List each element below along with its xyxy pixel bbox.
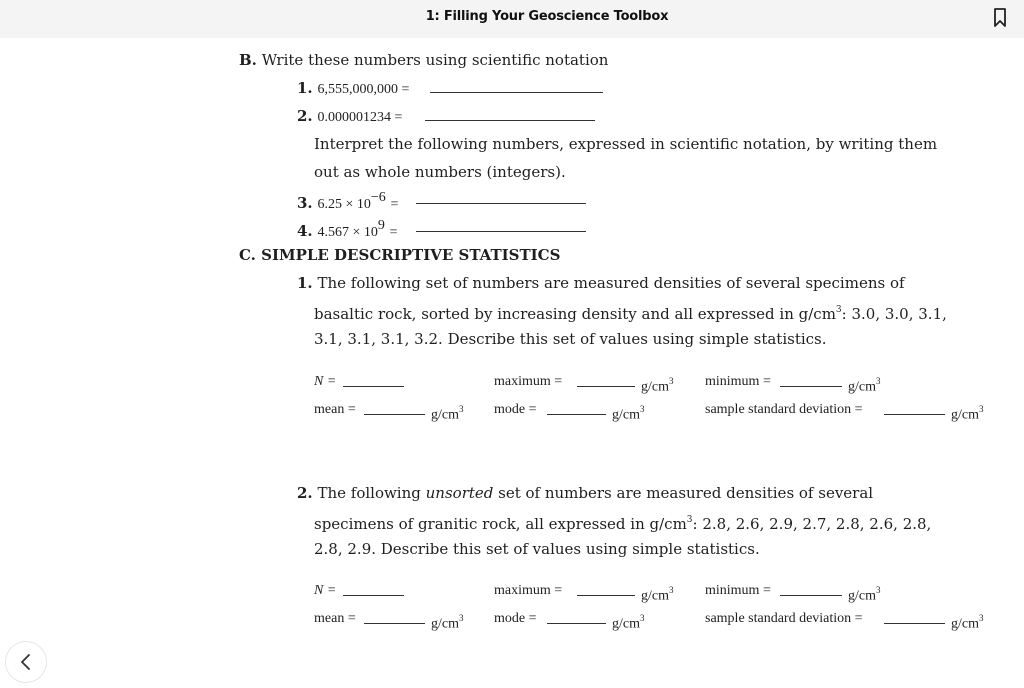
unit-label: $g/cm^3$ — [431, 404, 464, 423]
answer-line[interactable] — [430, 79, 603, 97]
answer-line[interactable] — [343, 582, 404, 600]
answer-line[interactable] — [416, 190, 586, 208]
stat-n: N = — [314, 583, 337, 598]
unit-label: $g/cm^3$ — [641, 585, 674, 604]
stat-n: N = — [314, 374, 337, 389]
answer-line[interactable] — [577, 582, 635, 600]
answer-line[interactable] — [343, 373, 404, 391]
answer-line[interactable] — [884, 610, 945, 628]
answer-line[interactable] — [577, 373, 635, 391]
section-b-item-1: 1. 6,555,000,000 = — [297, 79, 410, 97]
unit-label: $g/cm^3$ — [951, 613, 984, 632]
stat-mean: mean = — [314, 611, 356, 626]
unit-label: $g/cm^3$ — [848, 585, 881, 604]
answer-line[interactable] — [547, 401, 606, 419]
answer-line[interactable] — [425, 107, 595, 125]
answer-line[interactable] — [884, 401, 945, 419]
page-title: 1: Filling Your Geoscience Toolbox — [425, 9, 669, 24]
answer-line[interactable] — [364, 401, 425, 419]
stat-mode: mode = — [494, 611, 537, 626]
answer-line[interactable] — [780, 582, 842, 600]
unit-label: $g/cm^3$ — [951, 404, 984, 423]
stat-minimum: minimum = — [705, 583, 771, 598]
q2-line-3: 2.8, 2.9. Describe this set of values using simple statistics. — [314, 540, 760, 558]
chevron-left-icon — [18, 653, 34, 671]
unit-label: $g/cm^3$ — [641, 376, 674, 395]
section-c-heading: C. SIMPLE DESCRIPTIVE STATISTICS — [239, 246, 561, 264]
stat-mean: mean = — [314, 402, 356, 417]
section-b-item-2: 2. 0.000001234 = — [297, 107, 403, 125]
answer-line[interactable] — [364, 610, 425, 628]
interpret-text-2: out as whole numbers (integers). — [314, 163, 566, 181]
stat-mode: mode = — [494, 402, 537, 417]
top-bar — [0, 0, 1024, 38]
q1-line-2: basaltic rock, sorted by increasing density and all expressed in $g/cm^3$: 3.0, 3.0, 3.1, — [314, 305, 947, 323]
bookmark-icon[interactable] — [990, 6, 1010, 30]
section-b-item-3: 3. $6.25 \times 10^{-6}$ = — [297, 190, 399, 212]
answer-line[interactable] — [416, 218, 586, 236]
unit-label: $g/cm^3$ — [431, 613, 464, 632]
unit-label: $g/cm^3$ — [612, 613, 645, 632]
unit-label: $g/cm^3$ — [612, 404, 645, 423]
answer-line[interactable] — [547, 610, 606, 628]
stat-maximum: maximum = — [494, 374, 563, 389]
stat-maximum: maximum = — [494, 583, 563, 598]
section-b-item-4: 4. $4.567 \times 10^9$ = — [297, 218, 398, 240]
q1-line-3: 3.1, 3.1, 3.1, 3.2. Describe this set of values using simple statistics. — [314, 330, 827, 348]
q1-line-1: 1. The following set of numbers are measured densities of several specimens of — [297, 274, 905, 292]
answer-line[interactable] — [780, 373, 842, 391]
back-button[interactable] — [5, 641, 47, 683]
stat-sample-std-dev: sample standard deviation = — [705, 402, 863, 417]
section-b-heading: B. Write these numbers using scientific notation — [239, 51, 609, 69]
stat-sample-std-dev: sample standard deviation = — [705, 611, 863, 626]
q2-line-1: 2. The following unsorted set of numbers are measured densities of several — [297, 484, 874, 502]
stat-minimum: minimum = — [705, 374, 771, 389]
interpret-text-1: Interpret the following numbers, expressed in scientific notation, by writing them — [314, 135, 938, 153]
q2-line-2: specimens of granitic rock, all expressed in $g/cm^3$: 2.8, 2.6, 2.9, 2.7, 2.8, 2.6, 2.8, — [314, 515, 932, 533]
unit-label: $g/cm^3$ — [848, 376, 881, 395]
